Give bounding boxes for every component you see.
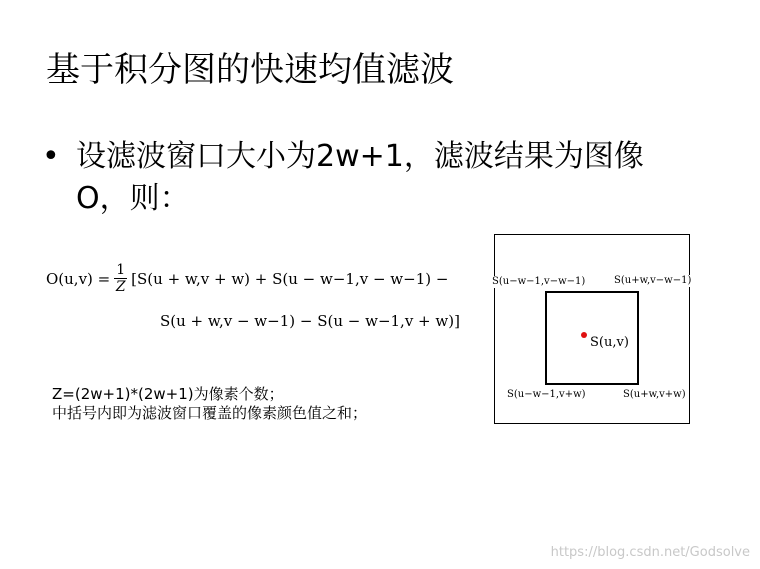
formula-fraction (114, 262, 127, 295)
label-center: S(u,v) (590, 335, 629, 350)
fraction-numerator: 1 (116, 262, 126, 278)
mean-filter-formula (46, 262, 460, 331)
slide-title: 基于积分图的快速均值滤波 (46, 50, 454, 90)
bullet-dot-icon: • (42, 139, 60, 174)
formula-lhs: O(u,v) = (46, 269, 111, 288)
label-bottom-left: S(u−w−1,v+w) (507, 389, 586, 400)
note-line-2: 中括号内即为滤波窗口覆盖的像素颜色值之和； (52, 404, 368, 422)
bullet-line-2: O，则： (76, 181, 190, 216)
formula-line-1-rest: [S(u + w,v + w) + S(u − w−1,v − w−1) − (131, 269, 449, 288)
watermark: https://blog.csdn.net/Godsolve (550, 545, 750, 560)
label-top-right: S(u+w,v−w−1) (614, 275, 692, 286)
note-line-1: Z=(2w+1)*(2w+1)为像素个数； (52, 385, 284, 403)
integral-image-diagram (494, 234, 690, 424)
bullet-text (42, 136, 722, 220)
formula-line-1 (46, 262, 460, 295)
label-bottom-right: S(u+w,v+w) (623, 389, 686, 400)
fraction-denominator: Z (115, 279, 126, 295)
label-top-left: S(u−w−1,v−w−1) (492, 276, 586, 287)
formula-line-2: S(u + w,v − w−1) − S(u − w−1,v + w)] (160, 312, 460, 330)
center-point-dot (581, 332, 587, 338)
bullet-line-1-text: 设滤波窗口大小为2w+1，滤波结果为图像 (76, 139, 644, 174)
bullet-line-1 (42, 136, 722, 178)
notes (52, 385, 367, 423)
